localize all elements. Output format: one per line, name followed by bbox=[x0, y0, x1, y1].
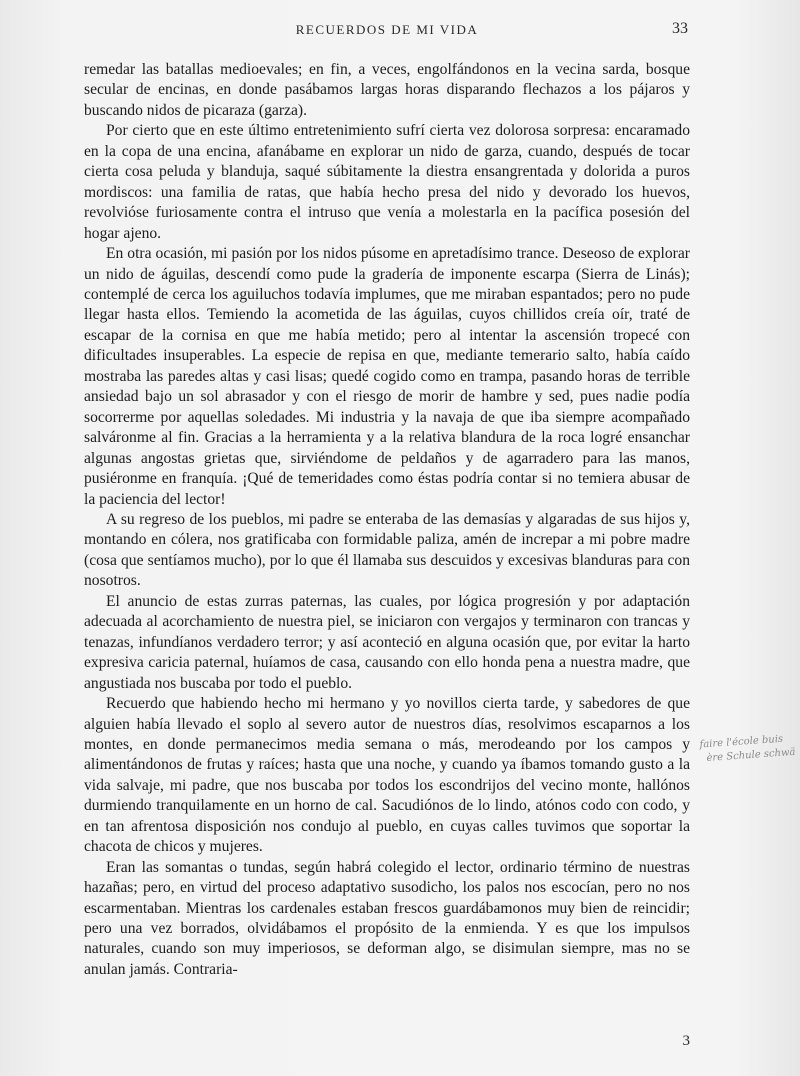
paragraph-4: A su regreso de los pueblos, mi padre se enteraba de las demasías y algaradas de sus hijos y, montando en cólera, nos gratificaba con formidable paliza, amén de increpar a mi pobre madre (cosa que sentíamos mucho), por lo que él llamaba sus descuidos y excesivas blanduras para con nosotros. bbox=[84, 510, 690, 590]
running-title: RECUERDOS DE MI VIDA bbox=[295, 22, 479, 37]
margin-note-line-1: faire l'école buis bbox=[699, 733, 784, 751]
body-text bbox=[84, 60, 690, 980]
paragraph-5: El anuncio de estas zurras paternas, las cuales, por lógica progresión y por adaptación adecuada al acorchamiento de nuestra piel, se iniciaron con vergajos y terminaron con trancas y tenazas, infundíanos verdadero terror; y así aconteció en alguna ocasión que, por evitar la harto expresiva caricia paternal, huíamos de casa, causando con ello honda pena a nuestra madre, que angustiada nos buscaba por todo el pueblo. bbox=[84, 592, 690, 692]
paragraph-1: remedar las batallas medioevales; en fin, a veces, engolfándonos en la vecina sarda, bosque secular de encinas, en donde pasábamos largas horas disparando flechazos a los pájaros y buscando nidos de picaraza (garza). bbox=[84, 61, 690, 119]
page-header bbox=[84, 22, 690, 42]
paragraph-3: En otra ocasión, mi pasión por los nidos púsome en apretadísimo trance. Deseoso de explorar un nido de águilas, descendí como pude la gradería de imponente escarpa (Sierra de Linás); contemplé de cerca los aguiluchos todavía implumes, que me miraban espantados; pero no pude llegar hasta ellos. Temiendo la acometida de las águilas, cuyos chillidos creía oír, traté de escapar de la cornisa en que me había metido; pero al intentar la ascensión tropecé con dificultades insuperables. La especie de repisa en que, mediante temerario salto, había caído mostraba las paredes altas y casi lisas; quedé cogido como en trampa, pasando horas de terrible ansiedad bajo un sol abrasador y con el riesgo de morir de hambre y sed, pues nadie podía socorrerme por aquellas soledades. Mi industria y la navaja de que iba siempre acompañado salváronme al fin. Gracias a la herramienta y a la relativa blandura de la roca logré ensanchar algunas angostas grietas que, sirviéndome de peldaños y de agarradero para las manos, pusiéronme en franquía. ¡Qué de temeridades como éstas podría contar si no temiera abusar de la paciencia del lector! bbox=[84, 245, 690, 508]
margin-note-line-2: ère Schule schwä bbox=[706, 746, 796, 765]
signature-mark: 3 bbox=[682, 1033, 690, 1049]
paragraph-6: Recuerdo que habiendo hecho mi hermano y yo novillos cierta tarde, y sabedores de que alguien había llevado el soplo al severo autor de nuestros días, resolvimos escaparnos a los montes, en donde permanecimos media semana o más, merodeando por los campos y alimentándonos de frutas y raíces; hasta que una noche, y cuando ya íbamos tomando gusto a la vida salvaje, mi padre, que nos buscaba por todos los escondrijos del vecino monte, hallónos durmiendo tranquilamente en un horno de cal. Sacudiónos de lo lindo, atónos codo con codo, y en tan afrentosa disposición nos condujo al pueblo, en cuyas calles tuvimos que soportar la chacota de chicos y mujeres. bbox=[84, 695, 690, 856]
page-number: 33 bbox=[672, 20, 688, 37]
paragraph-2: Por cierto que en este último entretenimiento sufrí cierta vez dolorosa sorpresa: encaramado en la copa de una encina, afanábame en explorar un nido de garza, cuando, después de tocar cierta cosa peluda y blanduja, saqué súbitamente la diestra ensangrentada y dolorida a puros mordiscos: una familia de ratas, que había hecho presa del nido y devorado los huevos, revolvióse furiosamente contra el intruso que venía a molestarla en la pacífica posesión del hogar ajeno. bbox=[84, 122, 690, 242]
handwritten-margin-note bbox=[699, 732, 800, 767]
paragraph-7: Eran las somantas o tundas, según habrá colegido el lector, ordinario término de nuestras hazañas; pero, en virtud del proceso adaptativo susodicho, los palos nos escocían, pero no nos escarmentaban. Mientras los cardenales estaban frescos guardábamonos muy bien de reincidir; pero una vez borrados, olvidábamos el propósito de la enmienda. Y es que los impulsos naturales, cuando son muy imperiosos, se deforman algo, se disimulan siempre, mas no se anulan jamás. Contraria- bbox=[84, 858, 690, 978]
